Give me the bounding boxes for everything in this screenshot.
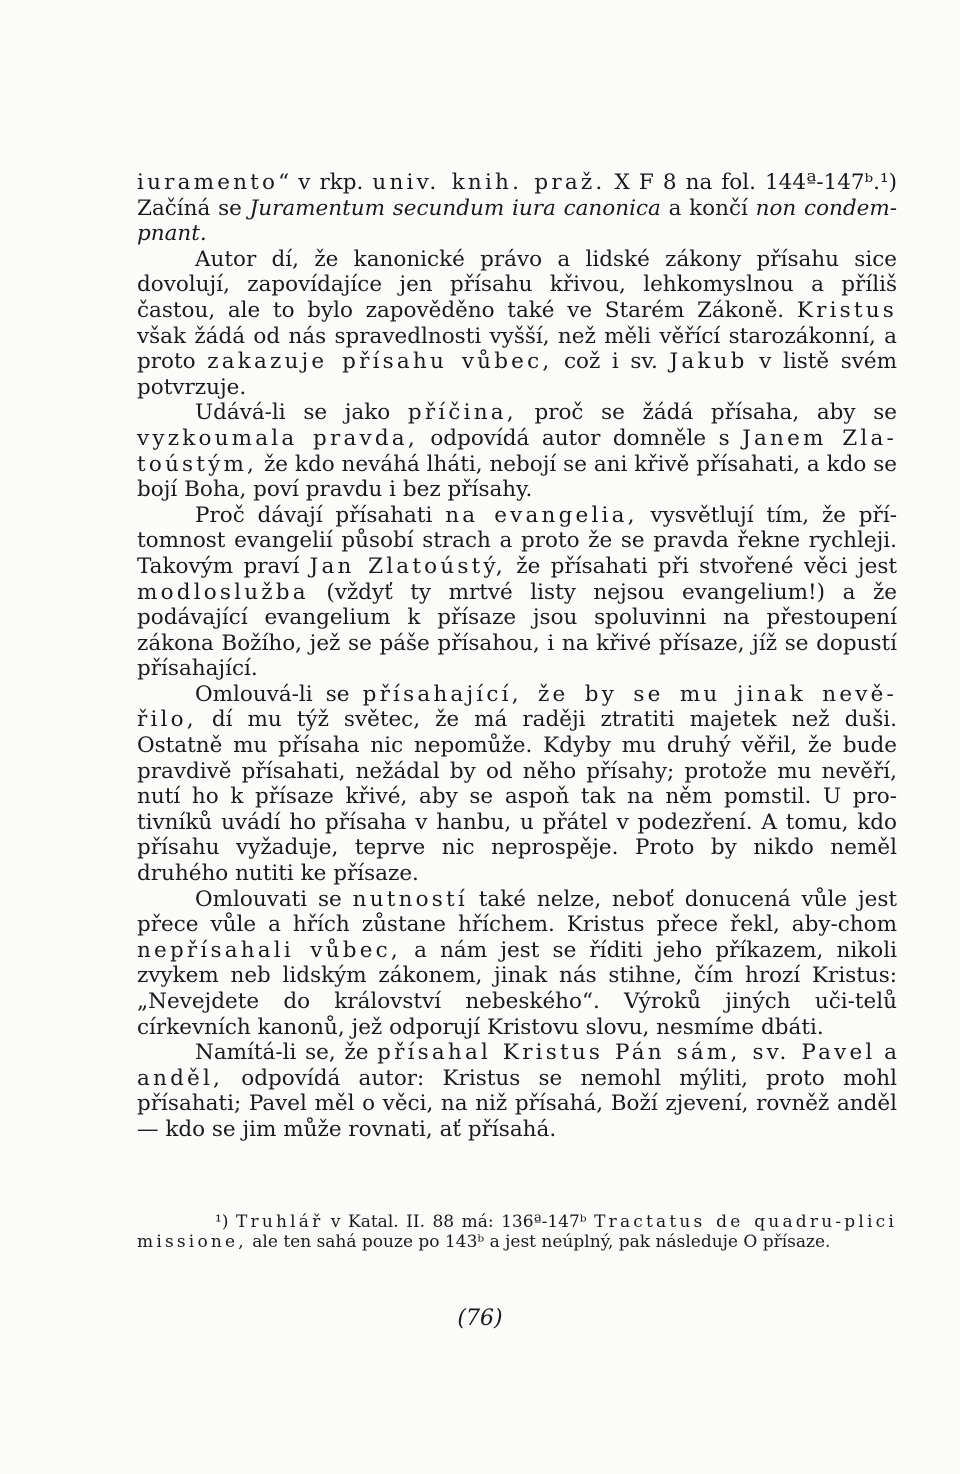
text-run: odpovídá autor domněle s bbox=[417, 425, 743, 451]
text-run: Proč dávají přísahati bbox=[195, 502, 446, 528]
text-run: ale ten sahá pouze po 143ᵇ a jest neúplný, pak následuje O přísaze. bbox=[246, 1232, 831, 1252]
text-run: dí mu týž světec, že má raději ztratiti majetek než duši. Ostatně mu přísaha nic nepomůže. Kdyby mu druhý věřil, že bude pravdivě přísahati, nežádal by od něho přísahy; protože mu nevěří, nutí ho k přísaze křivé, aby se aspoň tak na něm pomstil. U pro-tivníků uvádí ho přísaha v hanbu, u přátel v podezření. A tomu, kdo přísahu vyžaduje, teprve nic neprospěje. Proto by nikdo neměl druhého nutiti ke přísaze. bbox=[137, 707, 897, 887]
text-run: proč se žádá přísaha, aby se bbox=[516, 400, 897, 426]
spaced-text: Truhlář bbox=[235, 1212, 324, 1232]
text-run: a končí bbox=[660, 195, 756, 221]
paragraph bbox=[137, 1040, 897, 1142]
text-run: ¹) bbox=[215, 1212, 236, 1232]
text-run: v Katal. II. 88 má: 136ª-147ᵇ bbox=[323, 1212, 595, 1232]
text-run: také nelze, neboť donucená vůle jest přece vůle a hřích zůstane hříchem. Kristus přece řekl, aby-chom bbox=[137, 886, 898, 938]
main-text bbox=[137, 170, 897, 1143]
spaced-text: zakazuje přísahu vůbec, bbox=[207, 349, 553, 375]
paragraph bbox=[137, 682, 897, 887]
text-run: Omlouvá-li se bbox=[195, 681, 363, 707]
text-run: “ v rkp. bbox=[278, 170, 373, 195]
footnotes bbox=[137, 1212, 897, 1252]
spaced-text: Kristus bbox=[796, 297, 897, 323]
text-run: (vždyť ty mrtvé listy nejsou evangelium!) a že podávající evangelium k přísaze jsou spoluvinni na přestoupení zákona Božího, jež se páše přísahou, i na křivé přísaze, jíž se dopustí přísahající. bbox=[137, 579, 897, 682]
text-run: Omlouvati se bbox=[195, 886, 353, 912]
spaced-text: nutností bbox=[352, 886, 468, 912]
spaced-text: přísahal Kristus Pán sám, sv. Pavel bbox=[377, 1040, 876, 1066]
spaced-text: iuramento bbox=[137, 170, 279, 195]
text-run: v listě svém potvrzuje. bbox=[137, 349, 897, 400]
italic-text: Juramentum secundum iura canonica bbox=[249, 195, 661, 221]
text-run: což i sv. bbox=[552, 349, 670, 375]
spaced-text: univ. knih. prаž. bbox=[372, 170, 606, 195]
spaced-text: nepřísahali vůbec, bbox=[137, 937, 401, 963]
paragraph bbox=[137, 247, 897, 401]
text-run: a nám jest se říditi jeho příkazem, nikoli zvykem neb lidským zákonem, jinak nás stihne, čím hrozí Kristus: „Nevejdete do království nebeského“. Výroků jiných uči-telů církevních kanonů, jež odporují Kristovu slovu, nesmíme dbáti. bbox=[137, 937, 898, 1040]
spaced-text: Tractatus de quadru-plici missione, bbox=[137, 1212, 897, 1252]
italic-text: non condem-pnant. bbox=[137, 195, 898, 247]
footnote bbox=[137, 1212, 897, 1252]
page-number: (76) bbox=[457, 1306, 503, 1331]
paragraph bbox=[137, 400, 897, 502]
spaced-text: Jan Zlatoústý, bbox=[309, 553, 506, 579]
spaced-text: modloslužba bbox=[137, 579, 309, 605]
spaced-text: Jakub bbox=[669, 349, 748, 375]
text-run: že přísahati při stvořené věci jest bbox=[505, 553, 897, 579]
text-run: a bbox=[875, 1040, 898, 1066]
spaced-text: Janem Zla-toústým, bbox=[137, 425, 897, 477]
paragraph bbox=[137, 887, 897, 1041]
text-run: Namítá-li se, že bbox=[195, 1040, 378, 1066]
paragraph bbox=[137, 503, 897, 682]
text-run: vysvětlují tím, že pří-tomnost evangelií působí strach a proto že se pravda řekne rychleji. Takovým praví bbox=[137, 502, 897, 579]
spaced-text: příčina, bbox=[407, 400, 517, 426]
spaced-text: na evangelia, bbox=[445, 502, 638, 528]
text-run: X F 8 na fol. 144ª-147ᵇ.¹) Začíná se bbox=[137, 170, 897, 221]
spaced-text: přísahající, že by se mu jinak nevě-řilo, bbox=[137, 681, 897, 733]
paragraph bbox=[137, 170, 897, 247]
text-run: že kdo neváhá lháti, nebojí se ani křivě přísahati, a kdo se bojí Boha, poví pravdu i bez přísahy. bbox=[137, 451, 897, 503]
spaced-text: anděl, bbox=[137, 1065, 224, 1091]
text-run: Udává-li se jako bbox=[195, 400, 408, 426]
text-run: však žádá od nás spravedlnosti vyšší, než měli věřící starozákonní, a proto bbox=[137, 323, 897, 375]
spaced-text: vyzkoumala pravda, bbox=[137, 425, 418, 451]
text-run: odpovídá autor: Kristus se nemohl mýliti, proto mohl přísahati; Pavel měl o věci, na niž přísahá, Boží zjevení, rovněž anděl — kdo se jim může rovnati, ať přísahá. bbox=[137, 1065, 897, 1142]
text-run: Autor dí, že kanonické právo a lidské zákony přísahu sice dovolují, zapovídajíce jen přísahu křivou, lehkomyslnou a příliš častou, ale to bylo zapověděno také ve Starém Zákoně. bbox=[137, 246, 897, 323]
